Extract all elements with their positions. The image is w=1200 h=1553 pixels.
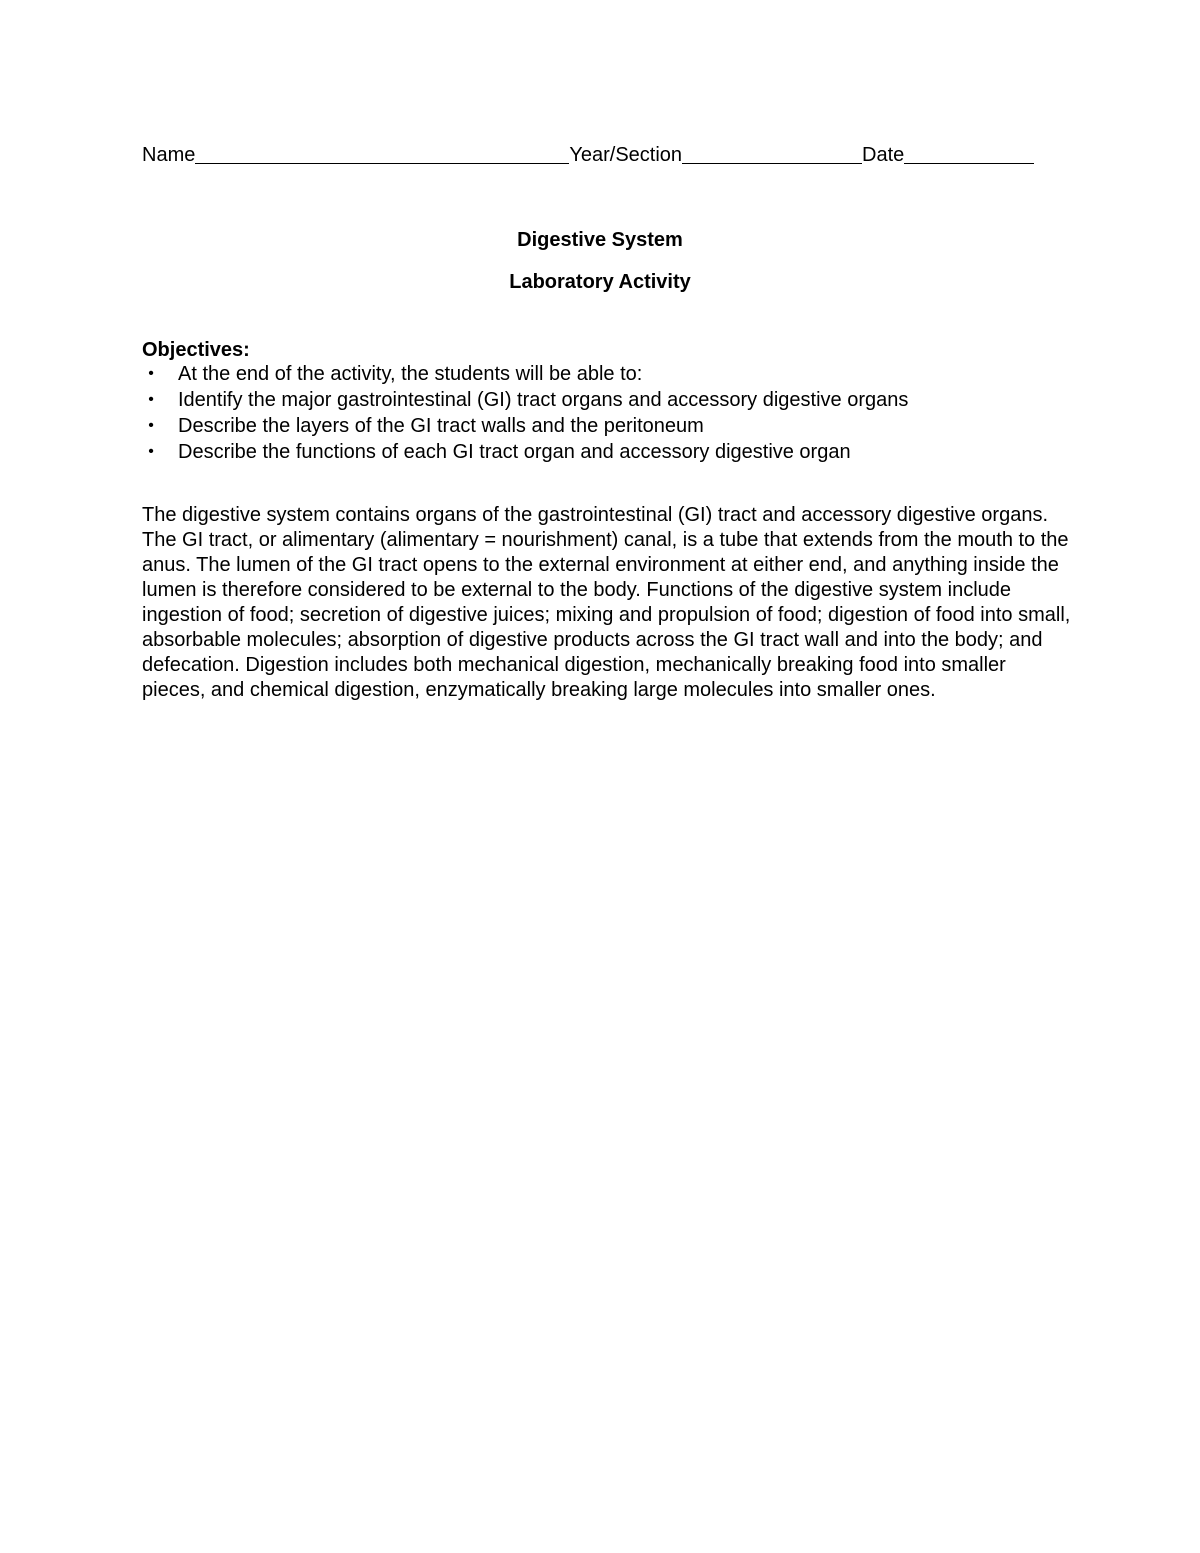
bullet-icon: •	[148, 443, 154, 460]
objective-text: Describe the layers of the GI tract walls and the peritoneum	[178, 415, 704, 437]
student-info-line	[142, 141, 1062, 169]
bullet-icon: •	[148, 365, 154, 382]
date-blank	[904, 143, 1034, 164]
objective-item	[142, 387, 1072, 413]
objectives-list	[142, 361, 1072, 465]
objective-text: Describe the functions of each GI tract organ and accessory digestive organ	[178, 441, 851, 463]
objective-text: Identify the major gastrointestinal (GI) tract organs and accessory digestive organs	[178, 389, 909, 411]
objective-text: At the end of the activity, the students will be able to:	[178, 363, 643, 385]
bullet-icon: •	[148, 391, 154, 408]
objectives-heading: Objectives:	[142, 339, 250, 361]
objective-item	[142, 439, 1072, 465]
body-paragraph: The digestive system contains organs of the gastrointestinal (GI) tract and accessory digestive organs. The GI tract, or alimentary (alimentary = nourishment) canal, is a tube that extends from the mouth to the anus. The lumen of the GI tract opens to the external environment at either end, and anything inside the lumen is therefore considered to be external to the body. Functions of the digestive system include ingestion of food; secretion of digestive juices; mixing and propulsion of food; digestion of food into small, absorbable molecules; absorption of digestive products across the GI tract wall and into the body; and defecation. Digestion includes both mechanical digestion, mechanically breaking food into smaller pieces, and chemical digestion, enzymatically breaking large molecules into smaller ones.	[142, 504, 1071, 701]
year-section-blank	[682, 143, 862, 164]
document-title: Digestive System	[517, 229, 683, 251]
name-label: Name	[142, 144, 196, 166]
year-section-label: Year/Section	[569, 144, 683, 166]
objective-item	[142, 413, 1072, 439]
bullet-icon: •	[148, 417, 154, 434]
objective-item	[142, 361, 1072, 387]
date-label: Date	[862, 144, 905, 166]
document-subtitle: Laboratory Activity	[509, 271, 691, 293]
name-blank	[195, 143, 569, 164]
